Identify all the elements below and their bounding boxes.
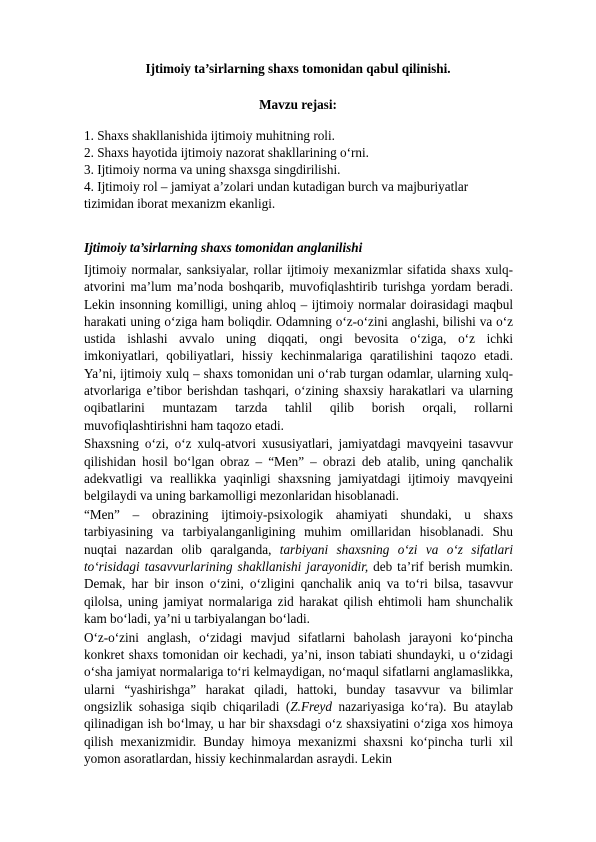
paragraph-text: “Men” – obrazining ijtimoiy-psixologik ahamiyati shundaki, u shaxs tarbiyasining va tarbiyalanganligining muhim omillaridan hisoblanadi. Shu nuqtai nazardan olib qaralganda, — [84, 507, 513, 557]
plan-item: 2. Shaxs hayotida ijtimoiy nazorat shakllarining o‘rni. — [84, 145, 369, 160]
paragraph — [84, 629, 513, 767]
paragraph-text: deb ta’rif berish mumkin. Demak, har bir inson o‘zini, o‘zligini qanchalik aniq va to‘ri bilsa, tasavvur qilolsa, uning jamiyat normalariga zid harakat qilish ehtimoli ham shunchalik kam bo‘ladi, ya’ni u tarbiyalangan bo‘ladi. — [84, 559, 513, 626]
plan-item: 4. Ijtimoiy rol – jamiyat a’zolari undan kutadigan burch va majburiyatlar tizimidan iborat mexanizm ekanligi. — [84, 179, 469, 211]
plan-item: 1. Shaxs shakllanishida ijtimoiy muhitning roli. — [84, 128, 335, 143]
body-text — [84, 261, 513, 769]
paragraph: Ijtimoiy normalar, sanksiyalar, rollar ijtimoiy mexanizmlar sifatida shaxs xulq-atvorini ma’lum ma’noda boshqarib, muvofiqlashtirib turishga yordam beradi. Lekin insonning komilligi, uning ahloq – ijtimoiy normalar doirasidagi maqbul harakati uning o‘ziga ham boliqdir. Odamning o‘z-o‘zini anglashi, bilishi va o‘z ustida ishlashi avvalo uning diqqati, ongi bevosita o‘ziga, o‘z ichki imkoniyatlari, qobiliyatlari, hissiy kechinmalariga qaratilishini taqozo etadi. Ya’ni, ijtimoiy xulq – shaxs tomonidan uni o‘rab turgan odamlar, ularning xulq-atvorlariga e’tibor berishdan tashqari, o‘zining shaxsiy harakatlari va ularning oqibatlarini muntazam tarzda tahlil qilib borish orqali, rollarni muvofiqlashtirishni ham taqozo etadi. — [84, 262, 513, 433]
plan-heading: Mavzu rejasi: — [259, 97, 337, 112]
document-title: Ijtimoiy ta’sirlarning shaxs tomonidan qabul qilinishi. — [145, 61, 451, 76]
plan-item: 3. Ijtimoiy norma va uning shaxsga singdirilishi. — [84, 162, 341, 177]
paragraph: Shaxsning o‘zi, o‘z xulq-atvori xususiyatlari, jamiyatdagi mavqyeini tasavvur qilishidan hosil bo‘lgan obraz – “Men” – obrazi deb atalib, uning qanchalik adekvatligi va reallikka yaqinligi shaxsning jamiyatdagi ijtimoiy mavqyeini belgilaydi va uning barkamolligi mezonlaridan hisoblanadi. — [84, 436, 513, 504]
paragraph — [84, 506, 513, 627]
section-heading: Ijtimoiy ta’sirlarning shaxs tomonidan anglanilishi — [84, 240, 363, 255]
italic-author-name: Z.Freyd — [290, 698, 332, 714]
paragraph-text: nazariyasiga ko‘ra). Bu ataylab qilinadigan ish bo‘lmay, u har bir shaxsdagi o‘z shaxsiyatini o‘ziga xos himoya qilish mexanizmidir. Bunday himoya mexanizmi shaxsni ko‘pincha turli xil yomon asoratlardan, hissiy kechinmalardan asraydi. Lekin — [84, 698, 513, 766]
plan-list — [84, 127, 513, 212]
italic-definition: tarbiyani shaxsning o‘zi va o‘z sifatlari to‘risidagi tasavvurlarining shakllanishi jarayonidir, — [84, 541, 513, 575]
paragraph-text: O‘z-o‘zini anglash, o‘zidagi mavjud sifatlarni baholash jarayoni ko‘pincha konkret shaxs tomonidan oir kechadi, ya’ni, inson tabiati shundayki, u o‘zidagi o‘sha jamiyat normalariga to‘ri kelmaydigan, no‘maqul sifatlarni anglamaslikka, ularni “yashirishga” harakat qiladi, hattoki, bunday tasavvur va bilimlar ongsizlik sohasiga siqib chiqariladi ( — [84, 629, 513, 714]
